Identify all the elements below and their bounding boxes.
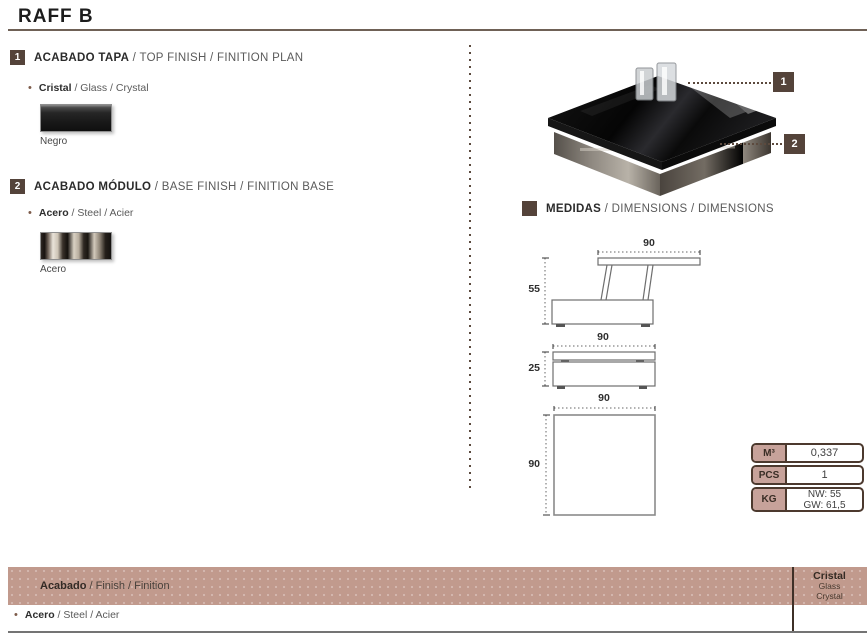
medidas-square-icon	[522, 201, 537, 216]
footer-column-header-cristal: Cristal Glass Crystal	[813, 570, 846, 601]
vertical-dotted-divider	[469, 45, 471, 493]
product-photo-coffee-table	[540, 56, 785, 198]
leader-line-1	[688, 82, 771, 84]
dim-closed-width: 90	[597, 331, 609, 343]
swatch-negro-label: Negro	[40, 136, 68, 147]
spec-value-kg-gw: GW: 61,5	[803, 499, 846, 511]
footer-finish-bar-label: Acabado / Finish / Finition	[40, 580, 170, 592]
page-title: RAFF B	[18, 6, 94, 27]
drawing-top-view	[540, 404, 710, 519]
bullet-icon: •	[28, 82, 32, 94]
bullet-icon: •	[28, 207, 32, 219]
swatch-acero	[40, 232, 112, 260]
table-row	[751, 465, 864, 485]
option-cristal	[28, 82, 149, 94]
dim-top-depth: 90	[528, 458, 540, 470]
footer-option-acero	[14, 609, 119, 621]
swatch-negro	[40, 104, 112, 132]
section-dimensions-title: MEDIDAS / DIMENSIONS / DIMENSIONS	[546, 202, 774, 215]
spec-label-pcs: PCS	[753, 467, 787, 483]
footer-column-divider	[792, 567, 794, 632]
callout-tag-1: 1	[773, 72, 794, 92]
leader-line-2	[720, 143, 782, 145]
spec-value-kg	[787, 489, 862, 510]
dim-open-height: 55	[528, 283, 540, 295]
dim-open-width: 90	[643, 237, 655, 249]
section-dimensions-header	[522, 201, 774, 216]
swatch-acero-label: Acero	[40, 264, 67, 275]
option-cristal-label: Cristal / Glass / Crystal	[38, 82, 149, 94]
spec-table	[751, 443, 864, 512]
footer-divider	[8, 631, 867, 633]
section-top-finish-header	[10, 50, 303, 65]
spec-value-m3: 0,337	[810, 447, 839, 459]
drawing-open-side-view	[540, 250, 710, 330]
footer-finish-bar	[8, 567, 867, 605]
spec-value-kg-nw: NW: 55	[807, 488, 842, 500]
section-base-finish-title: ACABADO MÓDULO / BASE FINISH / FINITION BASE	[34, 180, 335, 193]
table-row	[751, 487, 864, 512]
section-base-finish-header	[10, 179, 334, 194]
drawing-closed-side-view	[540, 343, 710, 393]
badge-2-icon: 2	[10, 179, 25, 194]
option-acero-label: Acero / Steel / Acier	[38, 207, 134, 219]
callout-tag-2: 2	[784, 134, 805, 154]
spec-label-m3: M³	[753, 445, 787, 461]
spec-value-pcs: 1	[821, 469, 828, 481]
section-top-finish-title: ACABADO TAPA / TOP FINISH / FINITION PLAN	[34, 51, 304, 64]
dim-closed-height: 25	[528, 362, 540, 374]
footer-option-acero-label: Acero / Steel / Acier	[24, 609, 120, 621]
option-acero	[28, 207, 133, 219]
dim-top-width: 90	[598, 392, 610, 404]
bullet-icon: •	[14, 609, 18, 621]
table-row	[751, 443, 864, 463]
badge-1-icon: 1	[10, 50, 25, 65]
spec-label-kg: KG	[753, 489, 787, 510]
title-divider	[8, 29, 867, 31]
